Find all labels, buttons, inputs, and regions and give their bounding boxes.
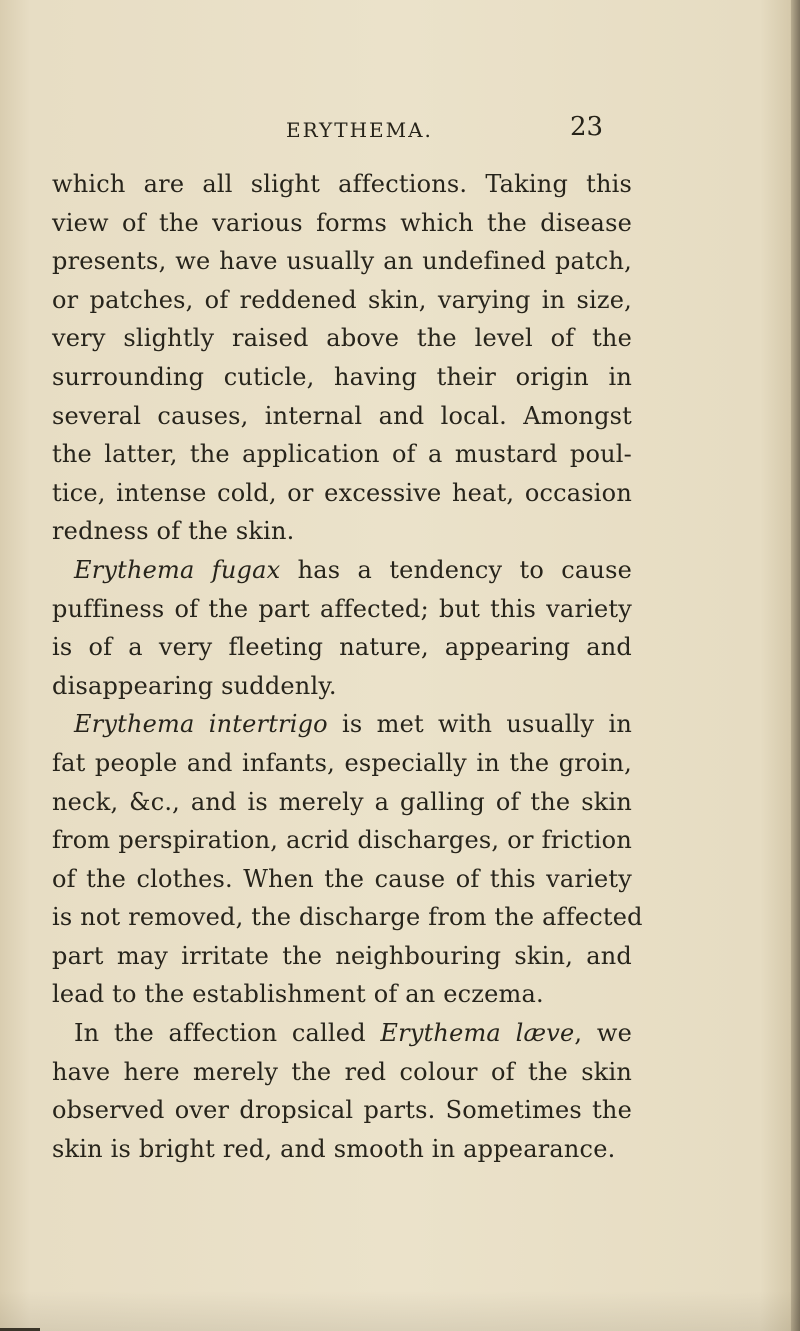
text-line: neck, &c., and is merely a galling of the skin xyxy=(52,787,632,816)
text-fragment: In the affection called xyxy=(74,1019,381,1048)
italic-term: Erythema læve xyxy=(380,1019,575,1048)
text-line: surrounding cuticle, having their origin in xyxy=(52,362,632,391)
running-head: ERYTHEMA. xyxy=(286,118,433,142)
text-line: several causes, internal and local. Amongst xyxy=(52,401,632,430)
text-line: skin is bright red, and smooth in appearance. xyxy=(52,1134,616,1163)
page-shadow xyxy=(0,1291,800,1331)
text-line: the latter, the application of a mustard poul- xyxy=(52,440,632,469)
text-fragment: is met with usually in xyxy=(327,710,632,739)
body-text xyxy=(52,165,643,1168)
text-line: observed over dropsical parts. Sometimes the xyxy=(52,1096,632,1125)
page-header xyxy=(110,112,630,152)
text-line: is not removed, the discharge from the affected xyxy=(52,903,643,932)
text-line: have here merely the red colour of the skin xyxy=(52,1057,632,1086)
text-line: puffiness of the part affected; but this variety xyxy=(52,594,632,623)
italic-term: Erythema fugax xyxy=(74,555,281,584)
text-line: which are all slight affections. Taking this xyxy=(52,170,632,198)
text-line: tice, intense cold, or excessive heat, occasion xyxy=(52,478,632,507)
text-line: of the clothes. When the cause of this variety xyxy=(52,864,632,893)
text-line: fat people and infants, especially in the groin, xyxy=(52,748,632,777)
text-line: view of the various forms which the disease xyxy=(52,208,632,237)
paragraph-first-line xyxy=(52,705,632,744)
text-line: very slightly raised above the level of the xyxy=(52,324,632,353)
text-line: is of a very fleeting nature, appearing and xyxy=(52,633,632,662)
text-line: part may irritate the neighbouring skin, and xyxy=(52,941,632,970)
text-fragment: , we xyxy=(574,1019,633,1048)
text-fragment: has a tendency to cause xyxy=(280,555,633,584)
text-line: disappearing suddenly. xyxy=(52,671,337,700)
page-number: 23 xyxy=(570,112,604,142)
text-line: presents, we have usually an undefined patch, xyxy=(52,247,632,276)
text-line: from perspiration, acrid discharges, or friction xyxy=(52,826,632,855)
paragraph-first-line xyxy=(52,551,632,590)
text-line: redness of the skin. xyxy=(52,517,295,546)
paragraph-first-line xyxy=(52,1014,632,1053)
italic-term: Erythema intertrigo xyxy=(74,710,328,739)
text-line: or patches, of reddened skin, varying in size, xyxy=(52,285,632,314)
text-line: lead to the establishment of an eczema. xyxy=(52,980,544,1009)
page-edge xyxy=(791,0,800,1331)
